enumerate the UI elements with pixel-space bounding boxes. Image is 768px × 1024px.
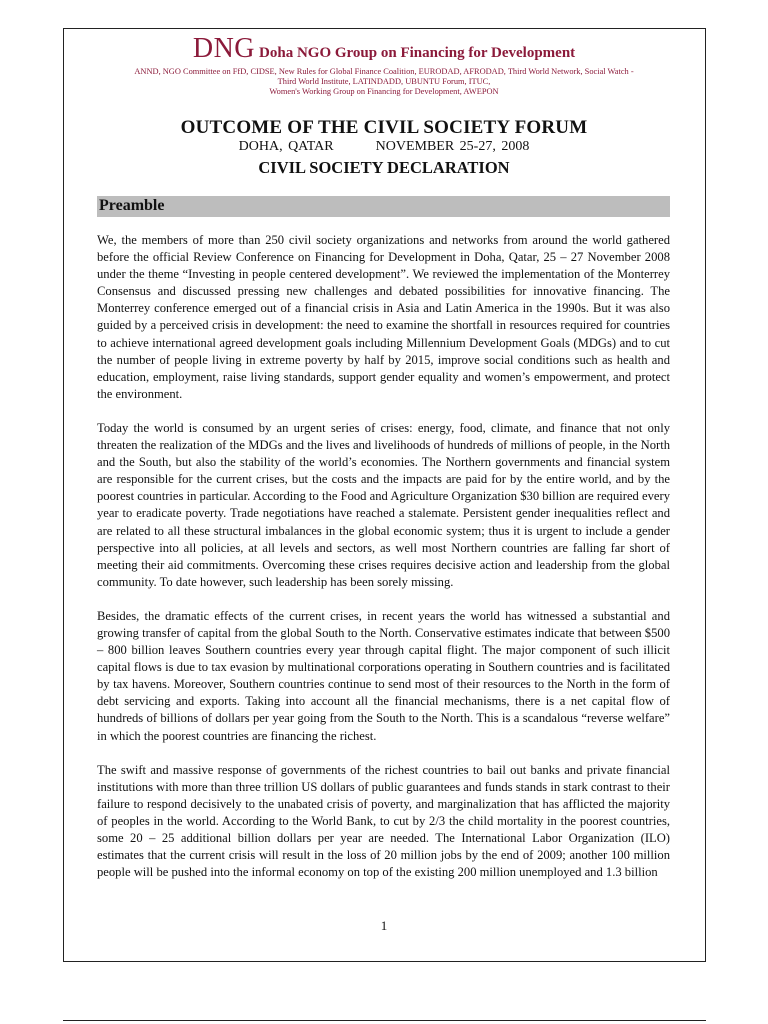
- paragraph: Besides, the dramatic effects of the current crises, in recent years the world has witnessed a substantial and growing transfer of capital from the global South to the North. Conservative estimates indicate that between $500 – 800 billion leaves Southern countries every year through capital flight. The major component of such illicit capital flows is due to tax evasion by multinational corporations operating in Southern countries and is facilitated by tax havens. Moreover, Southern countries continue to send most of their resources to the North in the form of debt servicing and exports. Taking into account all the financial mechanisms, there is a net capital flow of hundreds of billions of dollars per year going from the South to the North. This is a scandalous “reverse welfare” in which the poorest countries are financing the richest.: [97, 608, 670, 743]
- document-body: [97, 232, 670, 898]
- event-dates: NOVEMBER 25-27, 2008: [375, 139, 530, 154]
- event-location: DOHA, QATAR: [238, 139, 334, 154]
- members-line: Third World Institute, LATINDADD, UBUNTU Forum, ITUC,: [277, 77, 491, 86]
- organization-name: Doha NGO Group on Financing for Development: [259, 45, 576, 61]
- members-line: ANND, NGO Committee on FfD, CIDSE, New Rules for Global Finance Coalition, EURODAD, AFRODAD, Third World Network, Social Watch -: [134, 67, 634, 76]
- logo: [70, 34, 698, 64]
- members-line: Women's Working Group on Financing for Development, AWEPON: [269, 87, 499, 96]
- letterhead: [70, 34, 698, 97]
- declaration-title: CIVIL SOCIETY DECLARATION: [258, 158, 510, 177]
- logo-abbreviation: DNG: [192, 33, 256, 64]
- paragraph: We, the members of more than 250 civil society organizations and networks from around the world gathered before the official Review Conference on Financing for Development in Doha, Qatar, 25 – 27 November 2008 under the theme “Investing in people centered development”. We reviewed the implementation of the Monterrey Consensus and discussed pressing new challenges and debated possibilities for innovative financing. The Monterrey conference emerged out of a financial crisis in Asia and Latin America in the 1990s. But it was also guided by a perceived crisis in development: the need to examine the shortfall in resources required for countries to achieve international agreed development goals including Millennium Development Goals (MDGs) and to cut the number of people living in extreme poverty by half by 2015, improve social conditions such as health and education, employment, raise living standards, support gender equality and women’s empowerment, and protect the environment.: [97, 233, 670, 401]
- section-heading: Preamble: [99, 197, 165, 214]
- document-title: OUTCOME OF THE CIVIL SOCIETY FORUM: [180, 117, 588, 138]
- member-organizations: [70, 67, 698, 97]
- next-page-edge: [63, 1020, 706, 1021]
- paragraph: The swift and massive response of governments of the richest countries to bail out banks and private financial institutions with more than three trillion US dollars of public guarantees and funds stands in stark contrast to their failure to respond decisively to the unabated crisis of poverty, and marginalization that has afflicted the majority of peoples in the world. According to the World Bank, to cut by 2/3 the child mortality in the poorest countries, some 20 – 25 additional billion dollars per year are needed. The International Labor Organization (ILO) estimates that the current crisis will result in the loss of 20 million jobs by the end of 2009; another 100 million people will be pushed into the informal economy on top of the existing 200 million unemployed and 1.3 billion: [97, 762, 670, 880]
- page-number: 1: [380, 918, 388, 933]
- event-info: [70, 139, 698, 155]
- section-header-bar: [97, 196, 670, 217]
- paragraph: Today the world is consumed by an urgent series of crises: energy, food, climate, and finance that not only threaten the realization of the MDGs and the lives and livelihoods of hundreds of millions of people, in the North and the South, but also the stability of the world’s economies. The Northern governments and financial system are responsible for the current crises, but the costs and the impacts are paid for by the entire world, and by the poorest countries in particular. According to the Food and Agriculture Organization $30 billion are required every year to eradicate poverty. Trade negotiations have reached a stalemate. Persistent gender inequalities reflect and are related to all these structural imbalances in the global economic system; thus it is urgent to include a gender perspective into all policies, at all levels and sectors, as well most Northern countries are falling far short of meeting their aid commitments. Overcoming these crises requires decisive action and leadership from the global community. To date however, such leadership has been sorely missing.: [97, 420, 670, 589]
